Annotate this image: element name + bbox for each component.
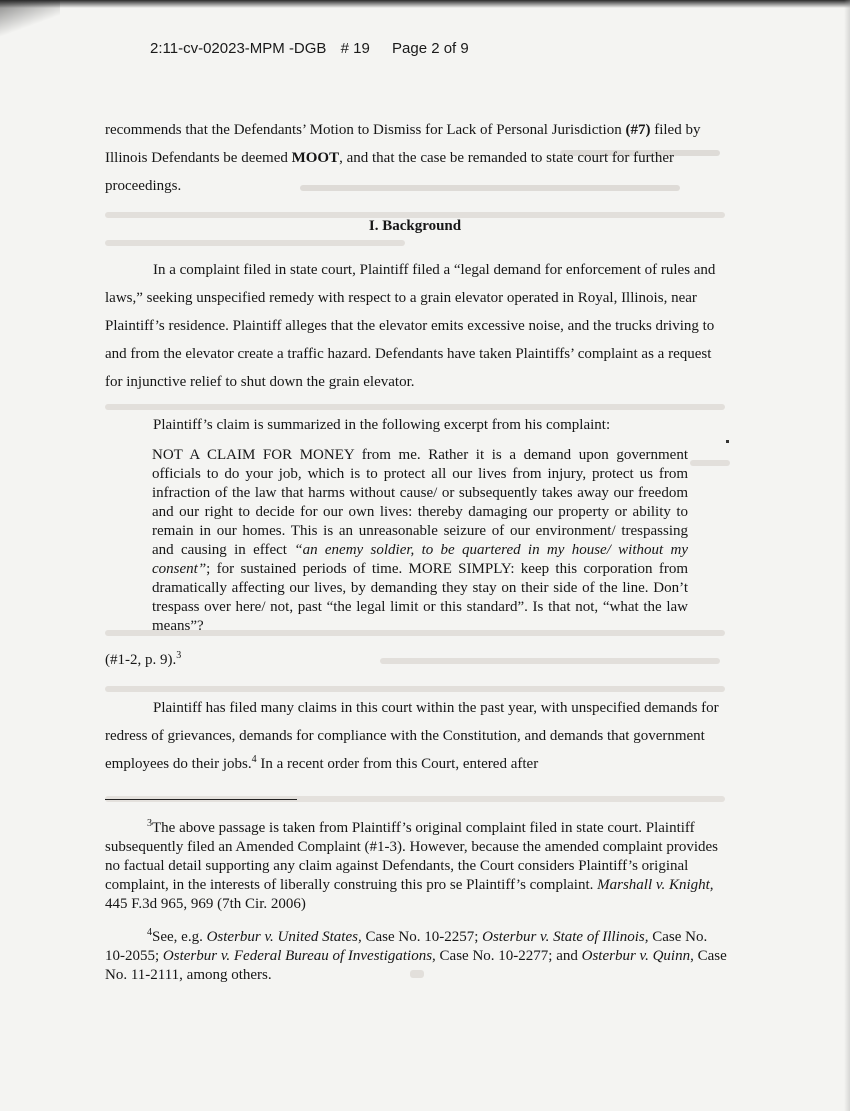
intro-text: recommends that the Defendants’ Motion to Dismiss for Lack of Personal Jurisdiction xyxy=(105,122,626,138)
footnote-text: The above passage is taken from Plaintiff’s original complaint filed in state court. Plaintiff subsequently filed an Amended Complaint (#1-3). However, because the amended complaint provides no factual detail supporting any claim against Defendants, the Court considers Plaintiff’s original complaint, in the interests of liberally construing this pro se Plaintiff’s complaint. xyxy=(105,820,718,893)
case-number: 2:11-cv-02023-MPM -DGB xyxy=(150,40,327,57)
bleed-through-mark xyxy=(105,686,725,692)
moot-ruling: MOOT xyxy=(291,150,340,166)
footnote-marker: 4 xyxy=(147,927,152,938)
quote-italic: “an enemy soldier, to be quartered in my house/ without my consent” xyxy=(152,542,688,577)
scan-edge-right xyxy=(844,0,850,1111)
quote-text: ; for sustained periods of time. MORE SIMPLY: keep this corporation from dramatically affecting our lives, by demanding they stay on their side of the line. Don’t trespass over here/ not, past “the legal limit or this standard”. Is that not, “what the law means”? xyxy=(152,561,688,634)
citation-text: (#1-2, p. 9). xyxy=(105,652,177,668)
footnote-text: Case No. 10-2055; xyxy=(105,929,708,964)
scan-edge-top xyxy=(0,0,850,8)
bleed-through-mark xyxy=(690,460,730,466)
case-citation: Marshall v. Knight, xyxy=(597,877,714,893)
case-citation: Osterbur v. Quinn xyxy=(581,948,691,964)
footnote-text: 445 F.3d 965, 969 (7th Cir. 2006) xyxy=(105,896,306,912)
footnote-text: , Case No. 11-2111, among others. xyxy=(105,948,727,983)
claims-paragraph xyxy=(105,694,725,778)
footnote-marker: 3 xyxy=(176,650,182,661)
footnote-text: , Case No. 10-2277; and xyxy=(432,948,582,964)
footnote-3 xyxy=(105,819,729,914)
section-heading: I. Background xyxy=(368,218,462,234)
footnote-divider xyxy=(105,799,297,800)
motion-reference: (#7) xyxy=(625,122,651,138)
summary-lead: Plaintiff’s claim is summarized in the following excerpt from his complaint: xyxy=(153,417,611,433)
page-indicator: Page 2 of 9 xyxy=(392,40,469,57)
block-quote xyxy=(152,446,688,636)
bleed-through-mark xyxy=(105,404,725,410)
bleed-through-mark xyxy=(105,240,405,246)
footnote-text: Case No. 10-2257; xyxy=(361,929,483,945)
quote-text: NOT A CLAIM FOR MONEY from me. Rather it is a demand upon government officials to do your job, which is to protect all our lives from injury, protect us from infraction of the law that harms without cause/ or subsequently takes away our freedom and our right to decide for our own lives: thereby damaging our property or ability to remain in our homes. This is an unreasonable seizure of our environment/ trespassing and causing in effect xyxy=(152,447,688,558)
scan-speck xyxy=(726,440,729,443)
background-paragraph: In a complaint filed in state court, Plaintiff filed a “legal demand for enforcement of rules and laws,” seeking unspecified remedy with respect to a grain elevator operated in Royal, Illinois, near Plaintiff’s residence. Plaintiff alleges that the elevator emits excessive noise, and the trucks driving to and from the elevator create a traffic hazard. Defendants have taken Plaintiffs’ complaint as a request for injunctive relief to shut down the grain elevator. xyxy=(105,262,716,390)
footnote-marker: 4 xyxy=(251,754,257,765)
scan-edge-corner xyxy=(0,0,60,40)
citation xyxy=(105,646,725,674)
intro-text: , and that the case be remanded to state court for further proceedings. xyxy=(105,150,674,194)
footnote-text: See, e.g. xyxy=(152,929,207,945)
footnote-4 xyxy=(105,928,729,985)
document-number: # 19 xyxy=(340,40,370,57)
intro-text: filed by Illinois Defendants be deemed xyxy=(105,122,701,166)
intro-paragraph xyxy=(105,116,725,200)
case-header xyxy=(150,40,469,57)
footnote-marker: 3 xyxy=(147,818,152,829)
case-citation: Osterbur v. Federal Bureau of Investigations xyxy=(162,948,433,964)
claims-text: Plaintiff has filed many claims in this court within the past year, with unspecified demands for redress of grievances, demands for compliance with the Constitution, and demands that government employees do their jobs. xyxy=(105,700,719,772)
case-citation: Osterbur v. United States, xyxy=(206,929,362,945)
case-citation: Osterbur v. State of Illinois, xyxy=(482,929,649,945)
claims-text: In a recent order from this Court, entered after xyxy=(256,756,539,772)
